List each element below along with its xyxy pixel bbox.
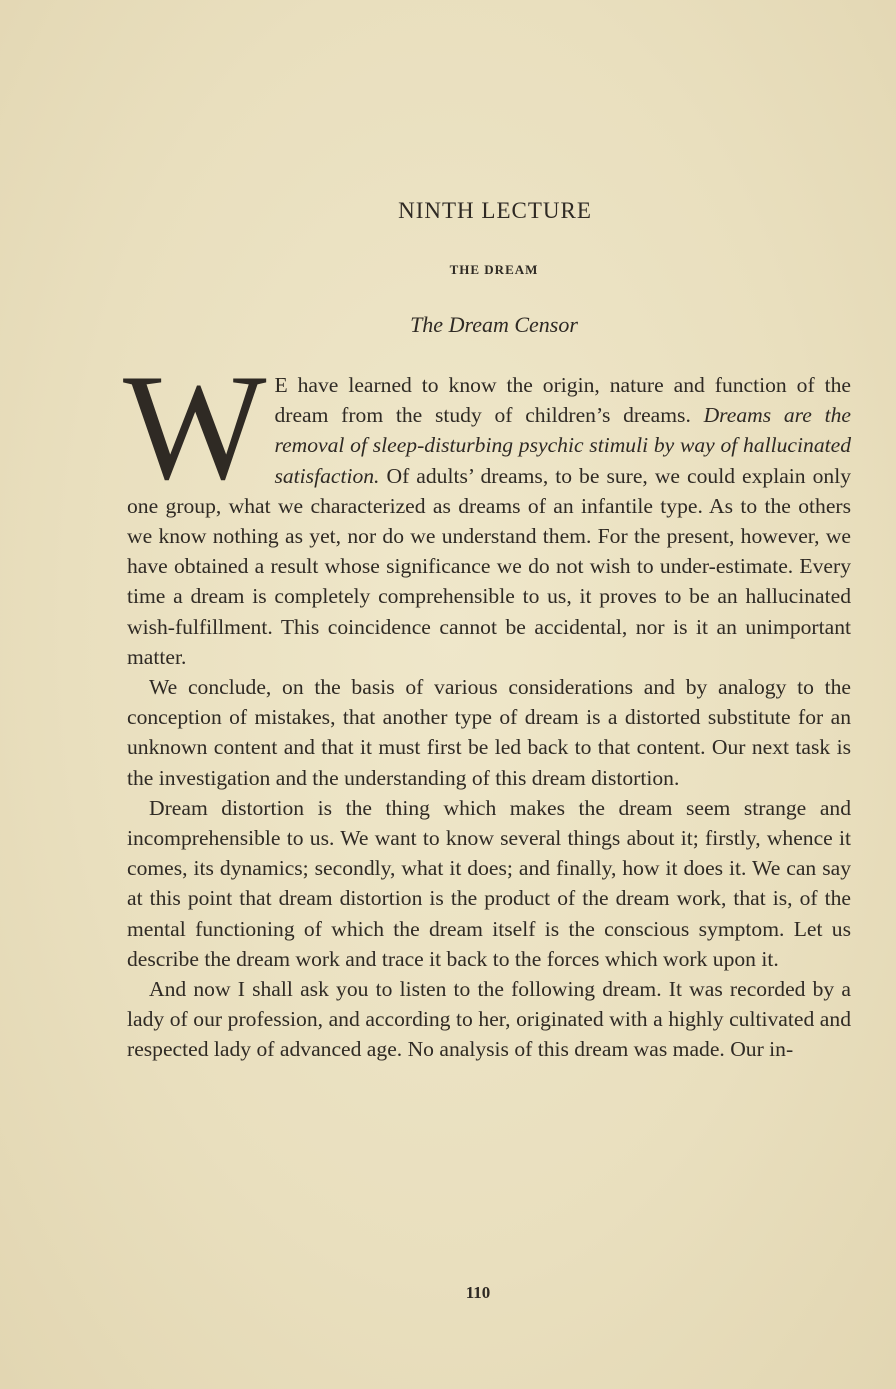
body-text: [123, 343, 851, 1065]
paragraph-4: And now I shall ask you to listen to the following dream. It was recorded by a lady of our profession, and according to her, originated with a highly cultivated and respected lady of advanced age. No analysis of this dream was made. Our in-: [127, 977, 851, 1062]
page-number: 110: [465, 1283, 491, 1302]
lecture-title: NINTH LECTURE: [398, 198, 592, 223]
paragraph-1-rest: Of adults’ dreams, to be sure, we could explain only one group, what we characterized as dreams of an infantile type. As to the others we know nothing as yet, nor do we understand them. For the present, however, we have obtained a result whose significance we do not wish to under-estimate. Every time a dream is completely comprehensible to us, it proves to be an hallucinated wish-fulfillment. This coincidence cannot be accidental, nor is it an unimportant matter.: [127, 463, 851, 669]
paragraph-1-lead: E have learned to know the origin, nature and function of the dream from the study of children’s dreams.: [274, 373, 851, 428]
paragraph-1: [123, 343, 851, 672]
paragraph-1-emphasis: Dreams are the removal of sleep-disturbing psychic stimuli by way of hallucinated satisfaction.: [274, 403, 851, 488]
section-title: THE DREAM: [449, 262, 539, 277]
chapter-subtitle: The Dream Censor: [410, 312, 578, 337]
paragraph-2: We conclude, on the basis of various considerations and by analogy to the conception of mistakes, that another type of dream is a distorted substitute for an unknown content and that it must first be led back to that content. Our next task is the investigation and the understanding of this dream distortion.: [127, 675, 851, 790]
drop-cap: W: [123, 343, 267, 511]
paragraph-3: Dream distortion is the thing which makes the dream seem strange and incomprehensible to us. We want to know several things about it; firstly, whence it comes, its dynamics; secondly, what it does; and finally, how it does it. We can say at this point that dream distortion is the product of the dream work, that is, of the mental functioning of which the dream itself is the conscious symptom. Let us describe the dream work and trace it back to the forces which work upon it.: [127, 795, 851, 971]
